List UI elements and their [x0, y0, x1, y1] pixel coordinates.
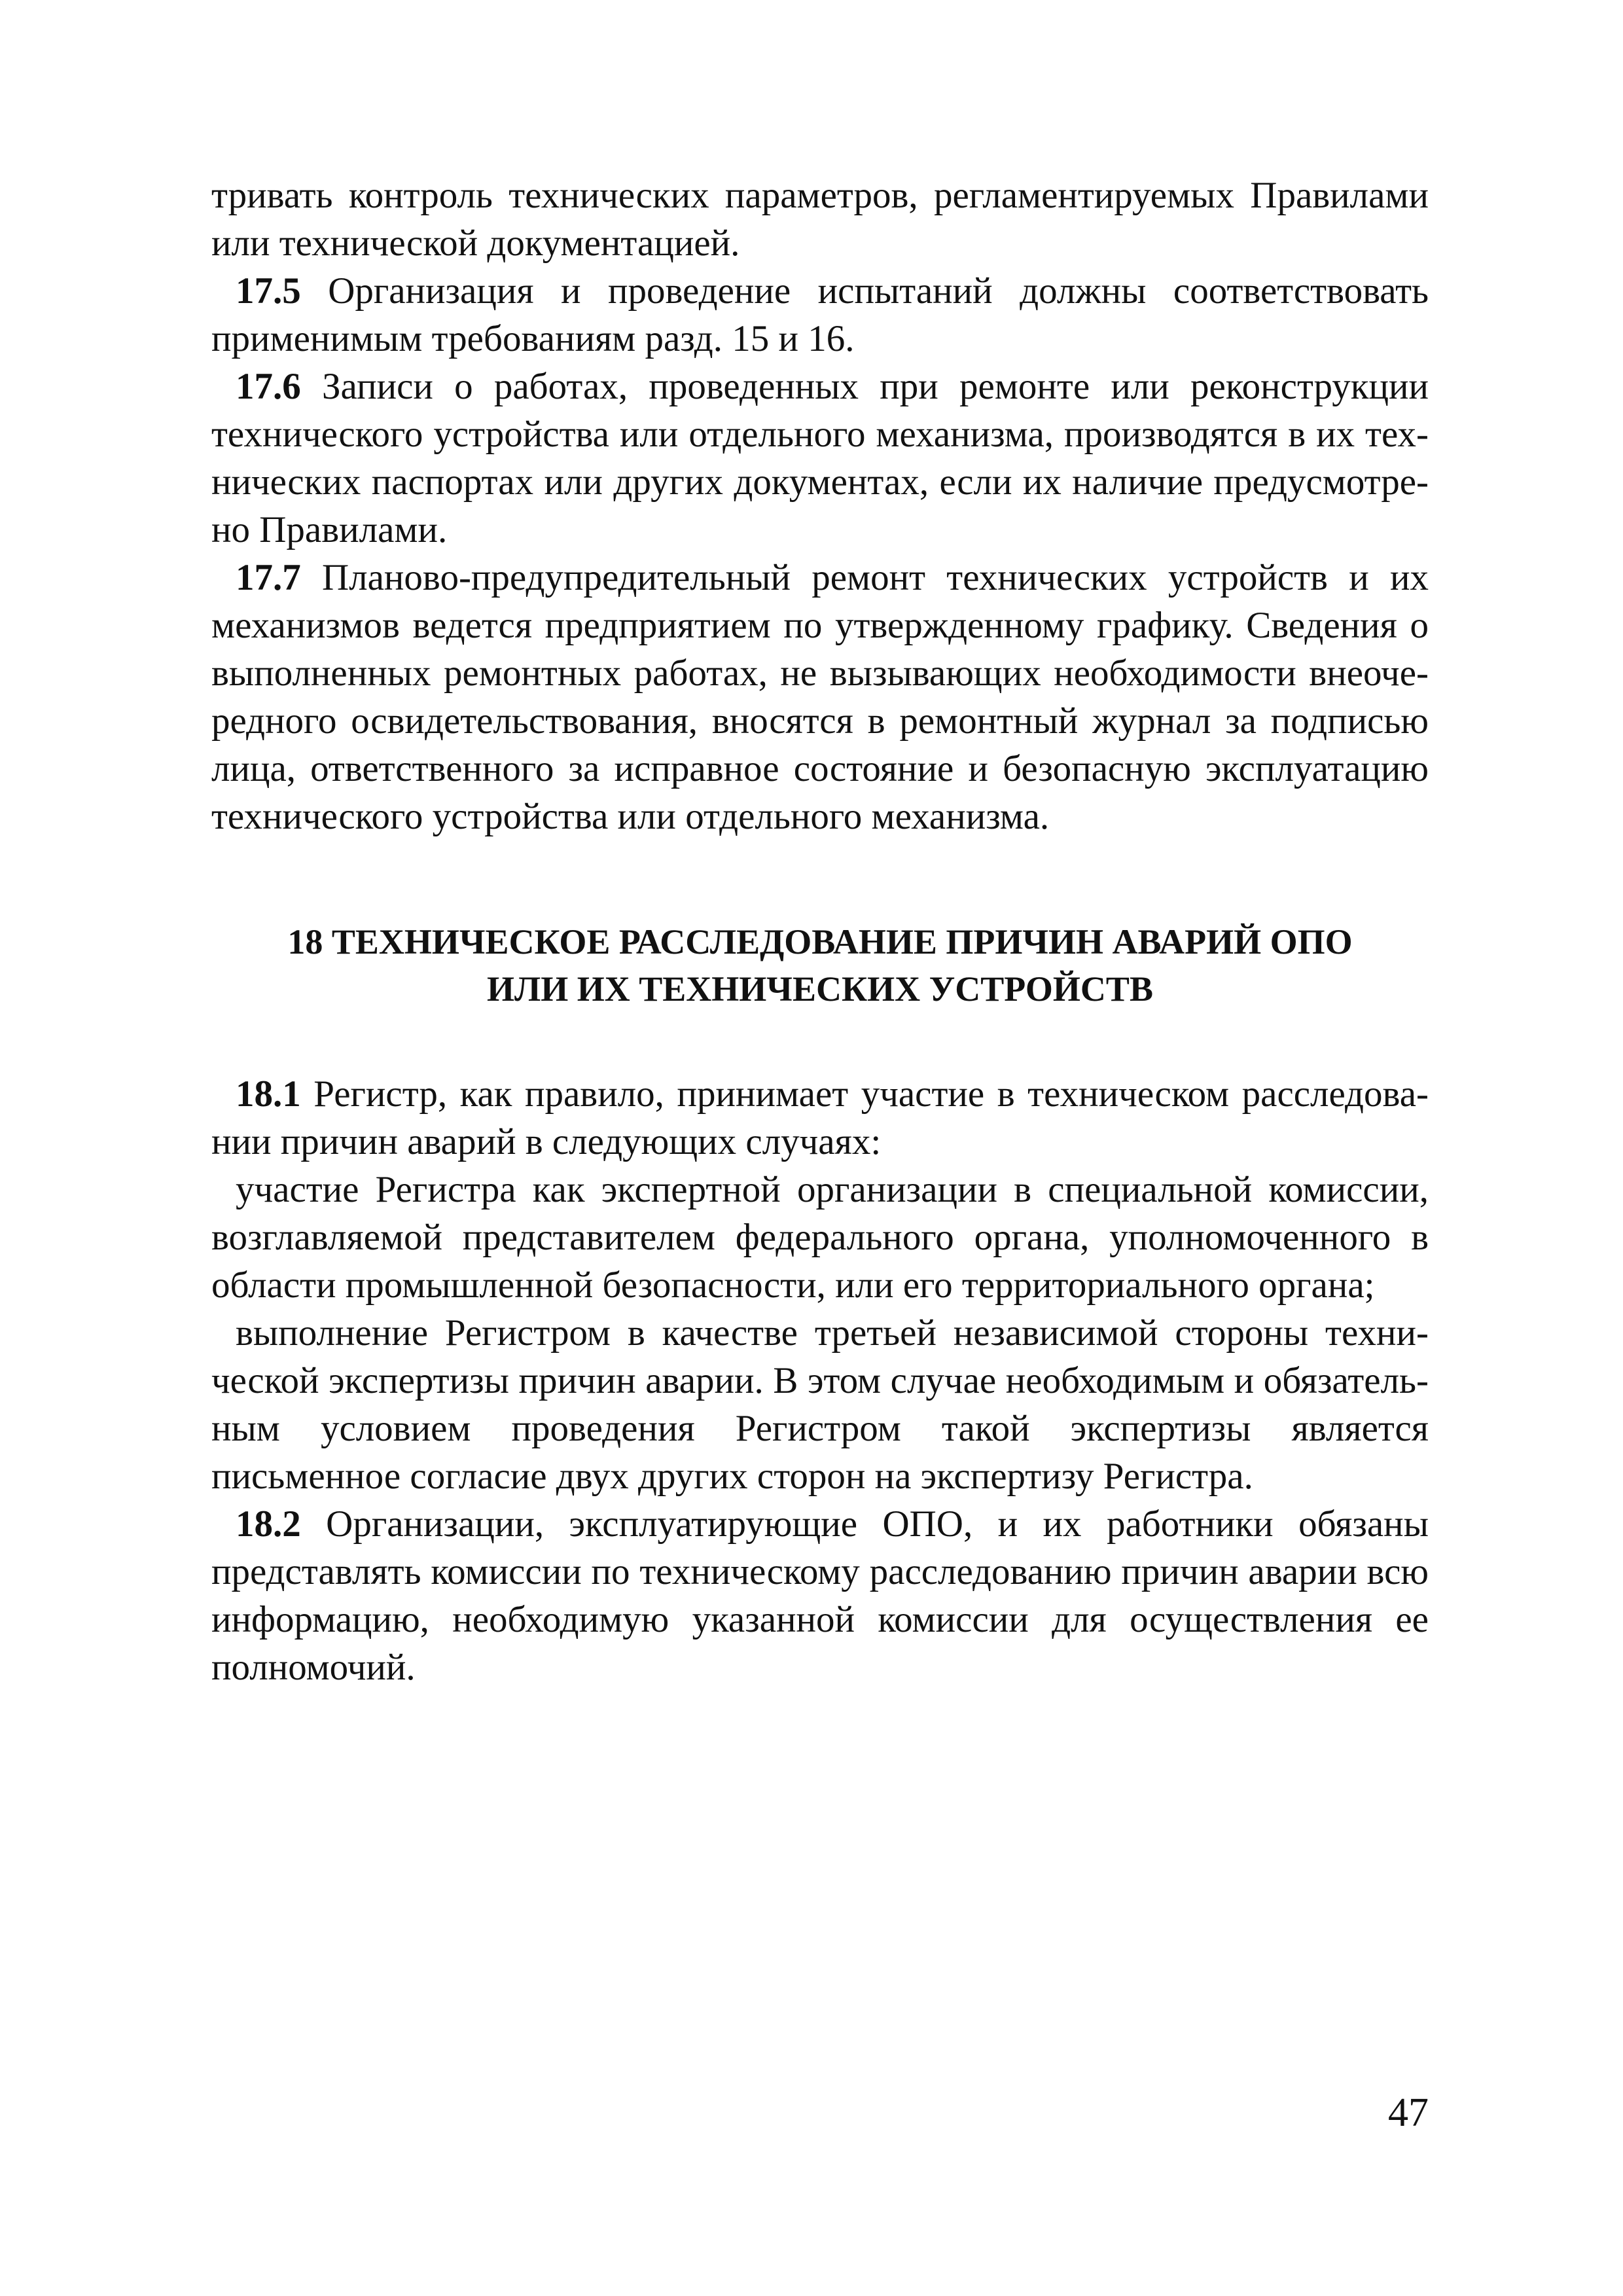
paragraph-17-6 [211, 363, 1429, 554]
paragraph-17-5 [211, 267, 1429, 363]
paragraph-18-2 [211, 1500, 1429, 1691]
clause-text: Планово-предупредительный ремонт технических устройств и их механизмов ведется предприятием по утвержденному графику. Сведения о выполненных ремонтных работах, не вызывающих необходимости внеочередного освидетельствования, вносятся в ремонтный журнал за подписью лица, ответственного за исправное состояние и безопасную эксплуатацию технического устройства или отдельного механизма. [211, 557, 1429, 837]
section-17-text [211, 171, 1429, 840]
heading-line-2: ИЛИ ИХ ТЕХНИЧЕСКИХ УСТРОЙСТВ [487, 969, 1153, 1009]
clause-number: 17.7 [236, 557, 301, 598]
clause-text: Записи о работах, проведенных при ремонте или реконструкции технического устройства или отдельного механизма, производятся в их технических паспортах или других документах, если их наличие предусмотрено Правилами. [211, 366, 1429, 550]
clause-text: Организация и проведение испытаний должны соответствовать применимым требованиям разд. 15 и 16. [211, 270, 1429, 359]
clause-text: Организации, эксплуатирующие ОПО, и их работники обязаны представлять комиссии по техническому расследованию причин аварии всю информацию, необходимую указанной комиссии для осуществления ее полномочий. [211, 1503, 1429, 1688]
section-18-text [211, 1070, 1429, 1691]
clause-number: 17.5 [236, 270, 301, 312]
paragraph-18-1-item-a: участие Регистра как экспертной организации в специальной комиссии, возглавляемой представителем федерального органа, уполномоченного в области промышленной безопасности, или его территориального органа; [211, 1169, 1429, 1306]
page-number: 47 [1388, 2090, 1429, 2135]
paragraph-17-7 [211, 554, 1429, 840]
clause-number: 18.2 [236, 1503, 301, 1545]
heading-line-1: 18 ТЕХНИЧЕСКОЕ РАССЛЕДОВАНИЕ ПРИЧИН АВАРИЙ ОПО [287, 922, 1353, 961]
continuation-paragraph: тривать контроль технических параметров, регламентируемых Правилами или технической документацией. [211, 175, 1429, 264]
clause-number: 18.1 [236, 1073, 301, 1115]
clause-text: Регистр, как правило, принимает участие в техническом расследовании причин аварий в следующих случаях: [211, 1073, 1429, 1162]
clause-number: 17.6 [236, 366, 301, 407]
paragraph-18-1-item-b: выполнение Регистром в качестве третьей независимой стороны технической экспертизы причин аварии. В этом случае необходимым и обязательным условием проведения Регистром такой экспертизы является письменное согласие двух других сторон на экспертизу Регистра. [211, 1312, 1429, 1497]
paragraph-18-1 [211, 1070, 1429, 1166]
section-18-heading [211, 918, 1429, 1013]
